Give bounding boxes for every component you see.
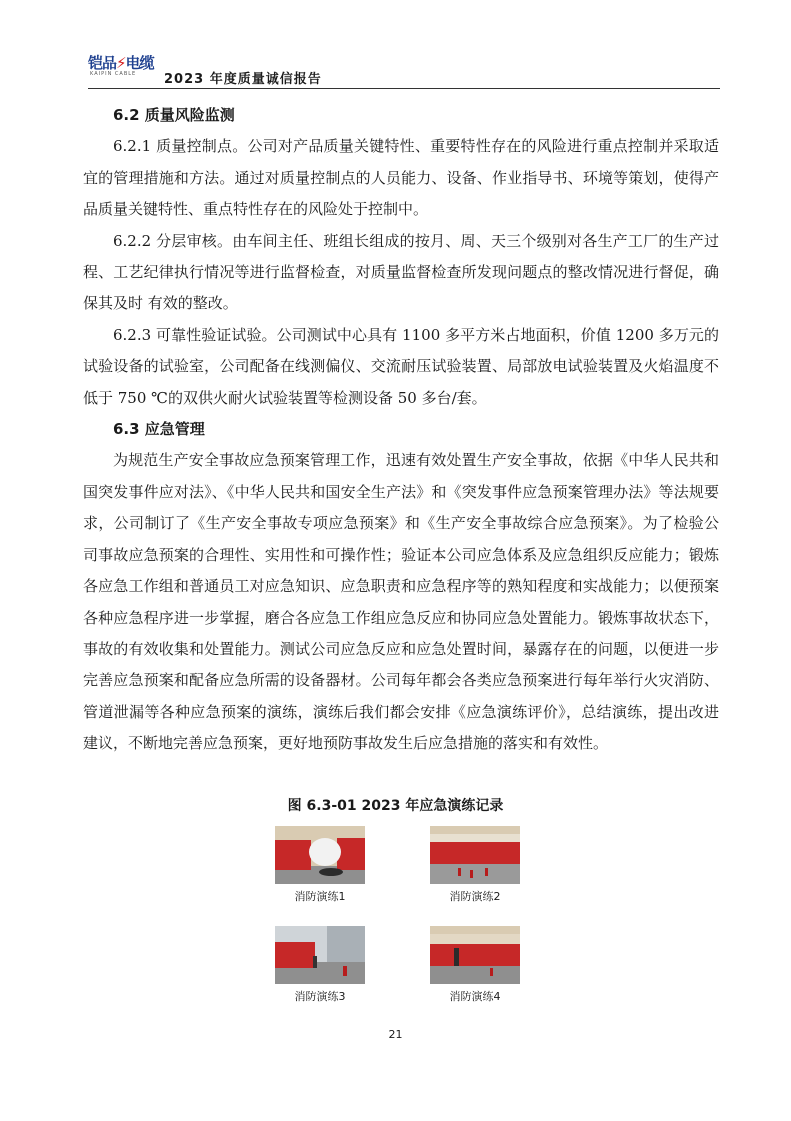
header-divider bbox=[88, 88, 720, 89]
page-content bbox=[83, 100, 719, 760]
lightning-icon: ⚡ bbox=[116, 54, 126, 72]
fire-drill-photo-1 bbox=[275, 826, 365, 884]
section-heading-6-2: 6.2 质量风险监测 bbox=[113, 106, 235, 124]
photo-label-3: 消防演练3 bbox=[294, 990, 346, 1003]
photo-cell-4 bbox=[425, 926, 525, 1004]
photo-cell-2 bbox=[425, 826, 525, 904]
photo-label-2: 消防演练2 bbox=[449, 890, 501, 903]
paragraph-6-3-body: 为规范生产安全事故应急预案管理工作，迅速有效处置生产安全事故，依据《中华人民共和国突发事件应对法》、《中华人民共和国安全生产法》和《突发事件应急预案管理办法》等法规要求，公司制订了《生产安全事故专项应急预案》和《生产安全事故综合应急预案》。为了检验公司事故应急预案的合理性、实用性和可操作性；验证本公司应急体系及应急组织反应能力；锻炼各应急工作组和普通员工对应急知识、应急职责和应急程序等的熟知程度和实战能力；以便预案各种应急程序进一步掌握，磨合各应急工作组应急反应和协同应急处置能力。锻炼事故状态下，事故的有效收集和处置能力。测试公司应急反应和应急处置时间，暴露存在的问题，以便进一步完善应急预案和配备应急所需的设备器材。公司每年都会各类应急预案进行每年举行火灾消防、管道泄漏等各种应急预案的演练，演练后我们都会安排《应急演练评价》，总结演练，提出改进建议，不断地完善应急预案，更好地预防事故发生后应急措施的落实和有效性。 bbox=[83, 451, 719, 753]
fire-drill-photo-3 bbox=[275, 926, 365, 984]
page-number: 21 bbox=[388, 1028, 403, 1041]
photo-label-1: 消防演练1 bbox=[294, 890, 346, 903]
fire-drill-photo-4 bbox=[430, 926, 520, 984]
section-heading-6-3: 6.3 应急管理 bbox=[113, 420, 205, 439]
page-header bbox=[88, 48, 720, 90]
photo-label-4: 消防演练4 bbox=[449, 990, 501, 1003]
paragraph-6-2-1: 6.2.1 质量控制点。公司对产品质量关键特性、重要特性存在的风险进行重点控制并采取适宜的管理措施和方法。通过对质量控制点的人员能力、设备、作业指导书、环境等策划，使得产品质量关键特性、重点特性存在的风险处于控制中。 bbox=[83, 137, 719, 219]
figure-caption: 图 6.3-01 2023 年应急演练记录 bbox=[287, 798, 504, 814]
logo-subtext: KAIPIN CABLE bbox=[90, 71, 137, 77]
paragraph-6-2-3: 6.2.3 可靠性验证试验。公司测试中心具有 1100 多平方米占地面积，价值 1200 多万元的试验设备的试验室，公司配备在线测偏仪、交流耐压试验装置、局部放电试验装置及火焰温度不低于 750 ℃的双供火耐火试验装置等检测设备 50 多台/套。 bbox=[83, 325, 719, 407]
paragraph-6-2-2: 6.2.2 分层审核。由车间主任、班组长组成的按月、周、天三个级别对各生产工厂的生产过程、工艺纪律执行情况等进行监督检查，对质量监督检查所发现问题点的整改情况进行督促，确保其及时 有效的整改。 bbox=[83, 231, 719, 313]
company-logo bbox=[88, 52, 162, 82]
fire-drill-photo-2 bbox=[430, 826, 520, 884]
photo-cell-1 bbox=[270, 826, 370, 904]
photo-cell-3 bbox=[270, 926, 370, 1004]
report-title: 2023 年度质量诚信报告 bbox=[164, 72, 322, 87]
photo-grid bbox=[270, 826, 530, 1022]
logo-wordmark: 铠品⚡电缆 bbox=[88, 54, 154, 72]
